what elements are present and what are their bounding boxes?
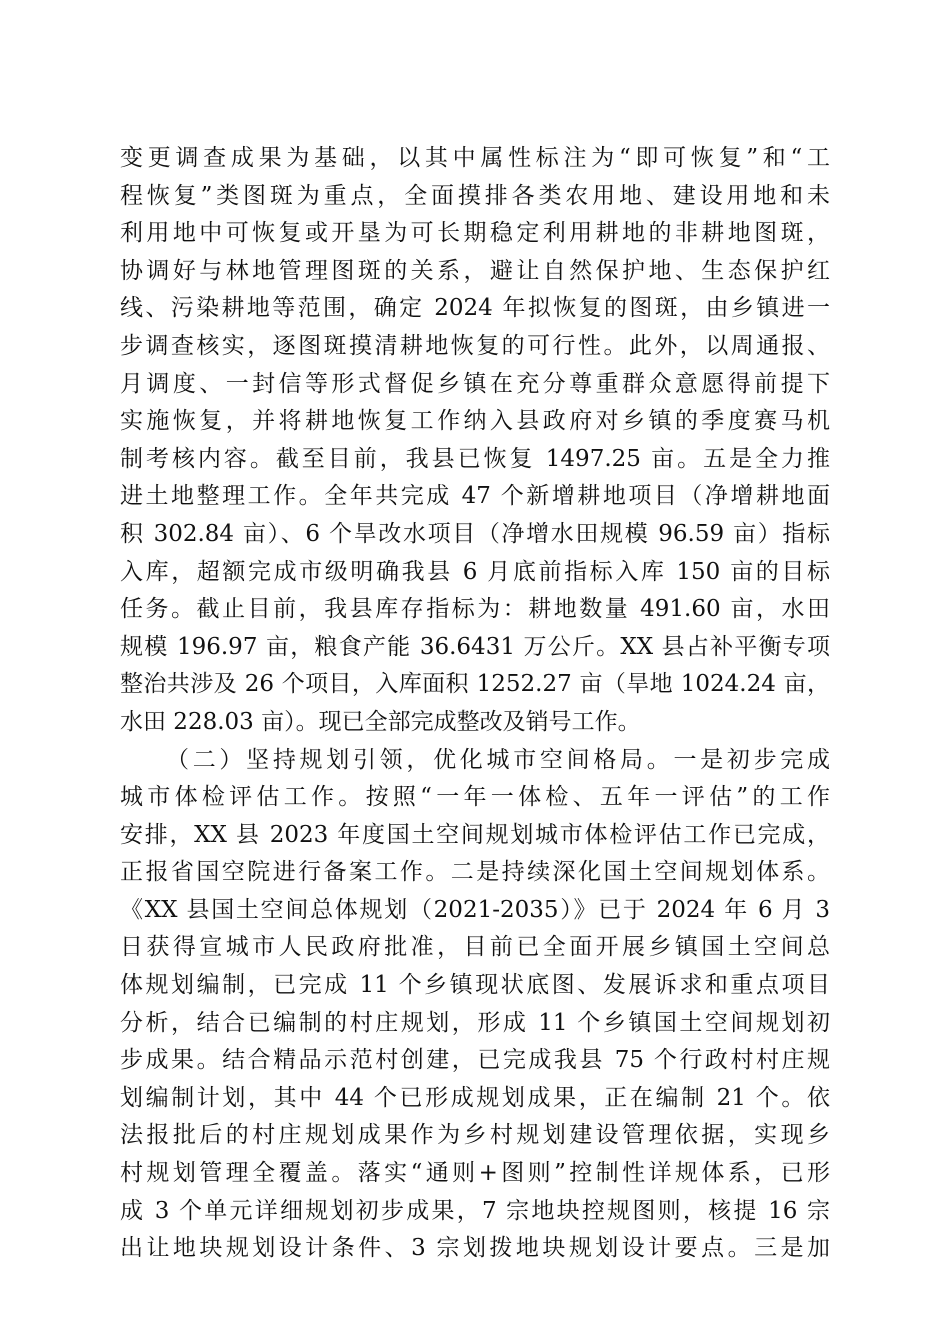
body-text xyxy=(120,140,830,1268)
paragraph-land-restoration xyxy=(120,140,830,742)
text-line: 水田 228.03 亩）。现已全部完成整改及销号工作。 xyxy=(120,708,641,735)
text-line: 制考核内容。截至目前，我县已恢复 1497.25 亩。五是全力推 xyxy=(120,445,830,472)
text-line: 入库，超额完成市级明确我县 6 月底前指标入库 150 亩的目标 xyxy=(120,558,830,585)
text-line: 利用地中可恢复或开垦为可长期稳定利用耕地的非耕地图斑， xyxy=(120,220,830,247)
text-line: 《XX 县国土空间总体规划（2021-2035）》已于 2024 年 6 月 3 xyxy=(120,896,830,923)
text-line: 村规划管理全覆盖。落实“通则+图则”控制性详规体系，已形 xyxy=(120,1160,830,1187)
text-line: 程恢复”类图斑为重点，全面摸排各类农用地、建设用地和未 xyxy=(120,182,830,209)
text-line: 体规划编制，已完成 11 个乡镇现状底图、发展诉求和重点项目 xyxy=(120,972,830,999)
text-line: 任务。截止目前，我县库存指标为：耕地数量 491.60 亩，水田 xyxy=(120,596,830,623)
paragraph-planning-guidance xyxy=(120,742,830,1268)
text-line: 出让地块规划设计条件、3 宗划拨地块规划设计要点。三是加 xyxy=(120,1235,830,1262)
text-line: 变更调查成果为基础，以其中属性标注为“即可恢复”和“工 xyxy=(120,145,830,171)
text-line: 实施恢复，并将耕地恢复工作纳入县政府对乡镇的季度赛马机 xyxy=(120,408,830,435)
text-line: 进土地整理工作。全年共完成 47 个新增耕地项目（净增耕地面 xyxy=(120,483,830,510)
text-line: 划编制计划，其中 44 个已形成规划成果，正在编制 21 个。依 xyxy=(120,1084,830,1111)
text-line: 安排，XX 县 2023 年度国土空间规划城市体检评估工作已完成， xyxy=(120,821,830,848)
text-line: 城市体检评估工作。按照“一年一体检、五年一评估”的工作 xyxy=(120,784,830,811)
text-line: 整治共涉及 26 个项目，入库面积 1252.27 亩（旱地 1024.24 亩， xyxy=(120,671,830,698)
text-line: 线、污染耕地等范围，确定 2024 年拟恢复的图斑，由乡镇进一 xyxy=(120,295,830,322)
text-line: 日获得宣城市人民政府批准，目前已全面开展乡镇国土空间总 xyxy=(120,934,830,961)
text-line: 协调好与林地管理图斑的关系，避让自然保护地、生态保护红 xyxy=(120,257,830,284)
text-line: 正报省国空院进行备案工作。二是持续深化国土空间规划体系。 xyxy=(120,859,830,886)
text-line: 规模 196.97 亩，粮食产能 36.6431 万公斤。XX 县占补平衡专项 xyxy=(120,633,830,660)
text-line: 积 302.84 亩）、6 个旱改水项目（净增水田规模 96.59 亩）指标 xyxy=(120,520,830,547)
text-line: 月调度、一封信等形式督促乡镇在充分尊重群众意愿得前提下 xyxy=(120,370,830,397)
text-line: 步调查核实，逐图斑摸清耕地恢复的可行性。此外，以周通报、 xyxy=(120,332,830,359)
text-line: 步成果。结合精品示范村创建，已完成我县 75 个行政村村庄规 xyxy=(120,1047,830,1074)
section-heading-line: （二）坚持规划引领，优化城市空间格局。一是初步完成 xyxy=(166,746,830,773)
text-line: 分析，结合已编制的村庄规划，形成 11 个乡镇国土空间规划初 xyxy=(120,1009,830,1036)
text-line: 法报批后的村庄规划成果作为乡村规划建设管理依据，实现乡 xyxy=(120,1122,830,1149)
text-line: 成 3 个单元详细规划初步成果，7 宗地块控规图则，核提 16 宗 xyxy=(120,1197,830,1224)
